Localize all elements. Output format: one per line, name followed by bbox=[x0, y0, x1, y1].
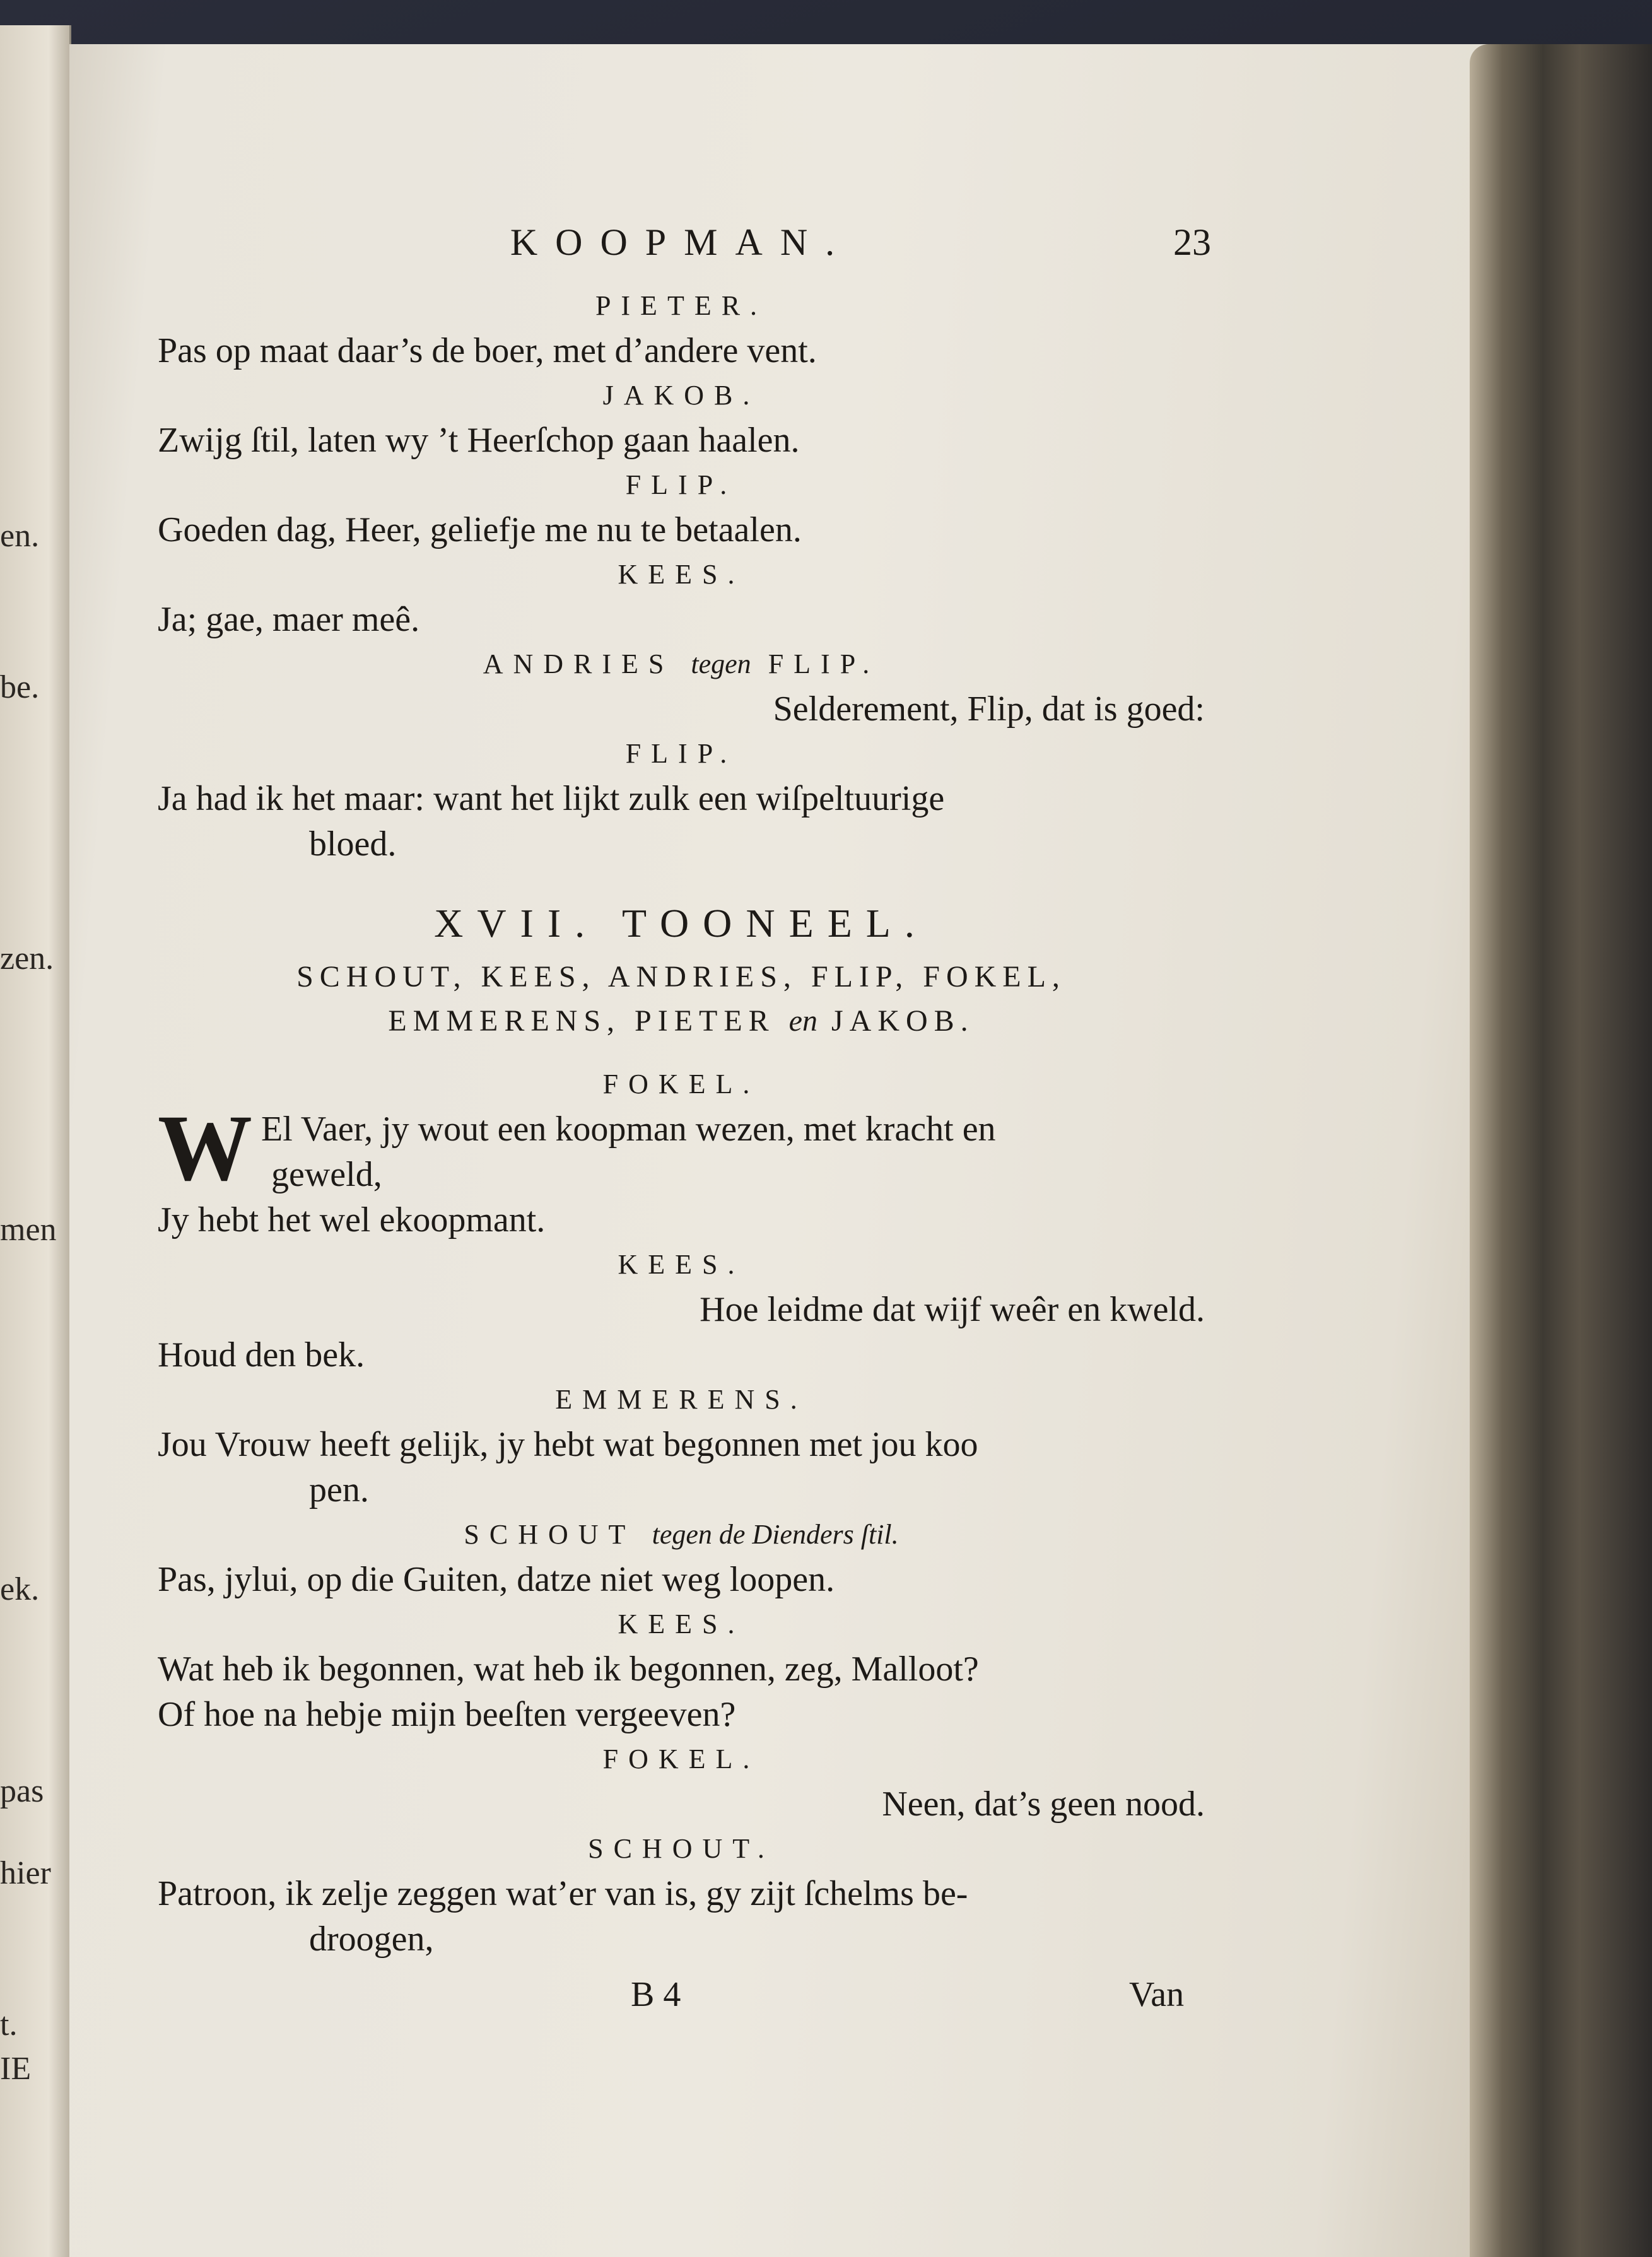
verse-line: Hoe leidme dat wijf weêr en kweld. bbox=[700, 1290, 1205, 1329]
speaker-label: SCHOUT. bbox=[588, 1833, 775, 1864]
left-fragment: men bbox=[0, 1212, 57, 1248]
speaker-label: FOKEL. bbox=[602, 1744, 760, 1774]
left-fragment: IE bbox=[0, 2051, 32, 2087]
cast-conjunction: en bbox=[788, 1004, 817, 1038]
speaker-name: FLIP. bbox=[768, 648, 880, 679]
running-title: KOOPMAN. bbox=[510, 221, 853, 263]
page-text bbox=[158, 284, 1205, 1962]
speaker-label: PIETER. bbox=[595, 290, 768, 321]
verse-line: Of hoe na hebje mijn beeſten vergeeven? bbox=[158, 1695, 736, 1734]
page-number: 23 bbox=[1173, 221, 1211, 263]
verse-line: droogen, bbox=[309, 1920, 434, 1959]
verse-line: Ja; gae, maer meê. bbox=[158, 600, 420, 639]
book-edge bbox=[1470, 44, 1652, 2257]
speaker-name: SCHOUT bbox=[464, 1519, 635, 1550]
speaker-label-with-direction bbox=[158, 642, 1205, 686]
left-fragment: zen. bbox=[0, 941, 54, 976]
cast-names: EMMERENS, PIETER bbox=[388, 1004, 775, 1038]
verse-line: Pas, jylui, op die Guiten, datze niet weg loopen. bbox=[158, 1560, 835, 1599]
stage-direction: tegen bbox=[691, 648, 751, 679]
drop-cap: W bbox=[158, 1106, 252, 1197]
verse-line: Pas op maat daar’s de boer, met d’andere vent. bbox=[158, 331, 817, 370]
verse-line: Patroon, ik zelje zeggen wat’er van is, gy zijt ſchelms be- bbox=[158, 1874, 968, 1913]
verse-line: Goeden dag, Heer, geliefje me nu te betaalen. bbox=[158, 510, 802, 549]
verse-line: Zwijg ſtil, laten wy ’t Heerſchop gaan haalen. bbox=[158, 421, 800, 460]
speaker-label: FOKEL. bbox=[602, 1069, 760, 1099]
scene-title: XVII. TOONEEL. bbox=[434, 901, 929, 946]
left-fragment: hier bbox=[0, 1855, 51, 1891]
verse-line: Wat heb ik begonnen, wat heb ik begonnen, zeg, Malloot? bbox=[158, 1650, 979, 1689]
verse-line: Jou Vrouw heeft gelijk, jy hebt wat begonnen met jou koo bbox=[158, 1425, 978, 1464]
left-fragment: ek. bbox=[0, 1571, 40, 1607]
left-fragment: en. bbox=[0, 518, 40, 554]
verse-line: geweld, bbox=[271, 1155, 382, 1194]
cast-names: JAKOB. bbox=[831, 1004, 975, 1038]
signature-mark: B 4 bbox=[631, 1975, 681, 2014]
verse-line: Selderement, Flip, dat is goed: bbox=[773, 689, 1205, 729]
verse-line: Jy hebt het wel ekoopmant. bbox=[158, 1200, 546, 1240]
cast-list bbox=[158, 999, 1205, 1043]
catchword: Van bbox=[1129, 1975, 1185, 2014]
cast-list: SCHOUT, KEES, ANDRIES, FLIP, FOKEL, bbox=[296, 960, 1066, 994]
verse-line: Neen, dat’s geen nood. bbox=[882, 1785, 1205, 1824]
left-fragment: pas bbox=[0, 1773, 44, 1809]
verse-line: Ja had ik het maar: want het lijkt zulk een wiſpeltuurige bbox=[158, 779, 945, 818]
previous-page-edge bbox=[0, 25, 71, 2257]
speaker-label: FLIP. bbox=[625, 469, 737, 500]
left-fragment: be. bbox=[0, 669, 40, 705]
verse-line: El Vaer, jy wout een koopman wezen, met kracht en bbox=[261, 1110, 996, 1149]
verse-line: bloed. bbox=[309, 824, 397, 864]
speaker-name: ANDRIES bbox=[483, 648, 674, 679]
verse-line: pen. bbox=[309, 1470, 369, 1510]
speaker-label: KEES. bbox=[618, 559, 745, 590]
verse-line: Houd den bek. bbox=[158, 1335, 365, 1375]
speaker-label: JAKOB. bbox=[602, 380, 760, 411]
speaker-label-with-direction bbox=[158, 1513, 1205, 1557]
left-fragment: t. bbox=[0, 2007, 18, 2043]
opening-paragraph bbox=[158, 1106, 1205, 1197]
speaker-label: KEES. bbox=[618, 1249, 745, 1280]
speaker-label: FLIP. bbox=[625, 738, 737, 769]
speaker-label: KEES. bbox=[618, 1609, 745, 1639]
stage-direction: tegen de Dienders ſtil. bbox=[652, 1519, 899, 1550]
page-header bbox=[158, 221, 1211, 278]
speaker-label: EMMERENS. bbox=[555, 1384, 807, 1415]
